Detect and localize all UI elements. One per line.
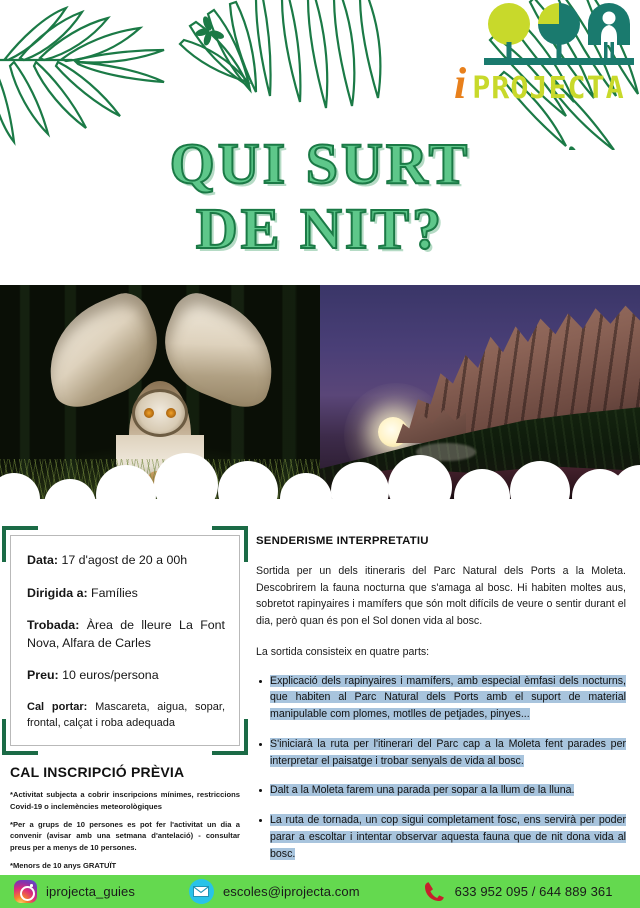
instagram-handle: iprojecta_guies <box>46 884 135 899</box>
poster-header <box>0 0 640 285</box>
detail-value-preu: 10 euros/persona <box>62 668 159 683</box>
frame-corner-top-right <box>212 526 248 562</box>
list-item <box>256 673 626 723</box>
rock-patch <box>416 443 476 461</box>
detail-row-preu <box>27 667 225 685</box>
list-item-text: La ruta de tornada, un cop sigui completament fosc, ens servirà per poder parar a escoltar i intentar observar aquesta fauna que de nit dona vida al bosc. <box>270 814 626 860</box>
detail-value-dirigida: Famílies <box>91 585 138 600</box>
photo-strip <box>0 285 640 515</box>
detail-value-trobada: Àrea de lleure La Font Nova, Alfara de Carles <box>27 618 225 650</box>
description-column <box>248 515 640 875</box>
note-1: *Activitat subjecta a cobrir inscripcions mínimes, restriccions Covid-19 o inclemències meteorològiques <box>10 790 240 811</box>
envelope-icon[interactable] <box>189 879 214 904</box>
event-details-box <box>10 535 240 746</box>
note-3: *Menors de 10 anys GRATUÏT <box>10 861 117 871</box>
detail-row-trobada <box>27 617 225 652</box>
section-heading: SENDERISME INTERPRETATIU <box>256 535 429 547</box>
owl-face <box>132 389 188 437</box>
details-column <box>0 515 248 875</box>
fine-print <box>10 789 240 871</box>
instagram-contact[interactable] <box>14 880 135 903</box>
lead-paragraph: La sortida consisteix en quatre parts: <box>256 645 430 658</box>
detail-label-preu: Preu: <box>27 668 59 683</box>
frame-corner-bottom-left <box>2 719 38 755</box>
detail-label-data: Data: <box>27 553 58 567</box>
mountain-moon-photo <box>320 285 640 515</box>
owl-eye-right <box>166 408 176 418</box>
list-item-text: Dalt a la Moleta farem una parada per sopar a la llum de la lluna. <box>270 784 575 797</box>
frame-corner-bottom-right <box>212 719 248 755</box>
owl-photo <box>0 285 320 515</box>
logo-wordmark <box>446 59 634 112</box>
activity-parts-list <box>256 673 626 863</box>
brand-logo <box>446 2 634 114</box>
list-item-text: Explicació dels rapinyaires i mamífers, amb especial èmfasi dels nocturns, que habiten al Parc Natural dels Ports amb el suport de material manipulable com plomes, motlles de petjades, pinyes... <box>270 674 626 721</box>
page-title <box>0 131 640 261</box>
title-line-2: DE NIT? <box>195 195 445 261</box>
intro-paragraph: Sortida per un dels itineraris del Parc Natural dels Ports a la Moleta. Descobrirem la fauna nocturna que s'amaga al bosc. Hi habiten moltes aus, sobretot rapinyaires i mamífers que són molt difícils de veure o sentir durant el dia, però quan és pon el Sol donen vida al bosc. <box>256 565 626 628</box>
detail-label-cal-portar: Cal portar: <box>27 701 88 714</box>
contact-footer <box>0 875 640 908</box>
grass-foreground <box>0 459 320 515</box>
list-item <box>256 736 626 769</box>
phone-icon[interactable] <box>422 880 446 904</box>
frame-corner-top-left <box>2 526 38 562</box>
email-contact[interactable] <box>189 879 360 904</box>
phone-numbers: 633 952 095 / 644 889 361 <box>454 884 613 899</box>
logo-letter-i: i <box>454 59 467 108</box>
logo-trees-icon <box>484 2 634 70</box>
list-item-text: S'iniciarà la ruta per l'itinerari del Parc cap a la Moleta fent parades per interpretar el paisatge i trobar senyals de vida al bosc. <box>270 737 626 767</box>
content-area <box>0 515 640 875</box>
detail-row-dirigida <box>27 585 225 603</box>
detail-label-trobada: Trobada: <box>27 618 80 633</box>
detail-label-dirigida: Dirigida a: <box>27 585 88 600</box>
detail-row-data <box>27 552 225 570</box>
detail-value-cal-portar: Mascareta, aigua, sopar, frontal, calçat i roba adequada <box>27 701 226 729</box>
phone-contact[interactable] <box>422 880 613 904</box>
detail-value-data: 17 d'agost de 20 a 00h <box>61 553 188 567</box>
instagram-icon[interactable] <box>14 880 37 903</box>
registration-notice: CAL INSCRIPCIÓ PRÈVIA <box>10 764 185 781</box>
owl-eye-left <box>144 408 154 418</box>
list-item <box>256 812 626 862</box>
logo-word-projecta: PROJECTA <box>472 71 625 106</box>
title-line-1: QUI SURT <box>169 131 471 196</box>
detail-row-cal-portar <box>27 700 225 731</box>
list-item <box>256 782 626 799</box>
email-address: escoles@iprojecta.com <box>222 884 360 899</box>
note-2: *Per a grups de 10 persones es pot fer l'activitat un dia a convenir (avisar amb una setmana d'antelació) - consultar preus per a menys de 10 persones. <box>10 820 240 852</box>
